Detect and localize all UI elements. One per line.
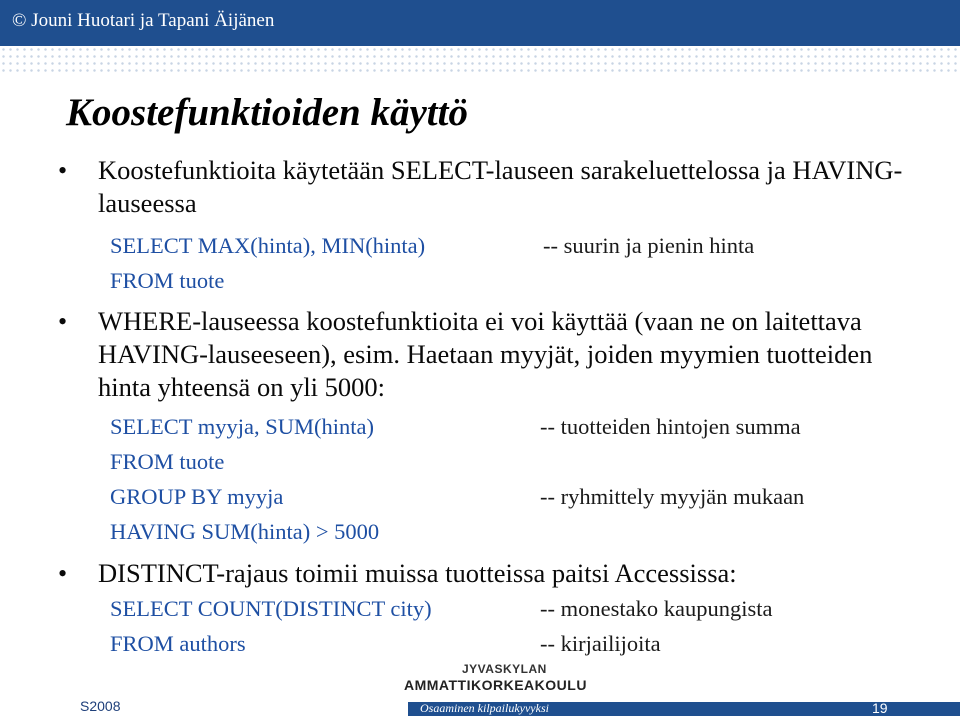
code-comment: -- monestako kaupungista: [540, 596, 773, 621]
code-line: GROUP BY myyja: [110, 484, 284, 509]
bullet-2: • WHERE-lauseessa koostefunktioita ei voi käyttää (vaan ne on laitettava HAVING-lauseeseen), esim. Haetaan myyjät, joiden myymien tuotteiden hinta yhteensä on yli 5000:: [98, 305, 918, 404]
slide-title: Koostefunktioiden käyttö: [66, 91, 468, 134]
code-comment: -- kirjailijoita: [540, 631, 661, 656]
code-line: FROM authors: [110, 631, 246, 656]
code-line: SELECT MAX(hinta), MIN(hinta): [110, 233, 426, 258]
dotted-band: [0, 46, 960, 76]
bullet-3: • DISTINCT-rajaus toimii muissa tuotteissa paitsi Accessissa:: [98, 557, 918, 590]
code-comment: -- ryhmittely myyjän mukaan: [540, 484, 805, 509]
header-bar: [0, 0, 960, 46]
bullet-1: • Koostefunktioita käytetään SELECT-lauseen sarakeluettelossa ja HAVING-lauseessa: [98, 154, 918, 220]
page-number: 19: [872, 700, 888, 716]
code-comment: -- suurin ja pienin hinta: [543, 233, 755, 258]
code-line: SELECT myyja, SUM(hinta): [110, 414, 374, 439]
code-comment: -- tuotteiden hintojen summa: [540, 414, 801, 439]
code-line: FROM tuote: [110, 449, 225, 474]
code-line: SELECT COUNT(DISTINCT city): [110, 596, 432, 621]
logo-text: AMMATTIKORKEAKOULU: [404, 677, 587, 693]
footer-label: S2008: [80, 698, 121, 714]
logo-slogan: Osaaminen kilpailukyvyksi: [420, 701, 549, 715]
code-line: HAVING SUM(hinta) > 5000: [110, 519, 380, 544]
logo-text-top: JYVASKYLAN: [462, 662, 547, 676]
copyright-text: © Jouni Huotari ja Tapani Äijänen: [12, 10, 275, 31]
code-line: FROM tuote: [110, 268, 225, 293]
